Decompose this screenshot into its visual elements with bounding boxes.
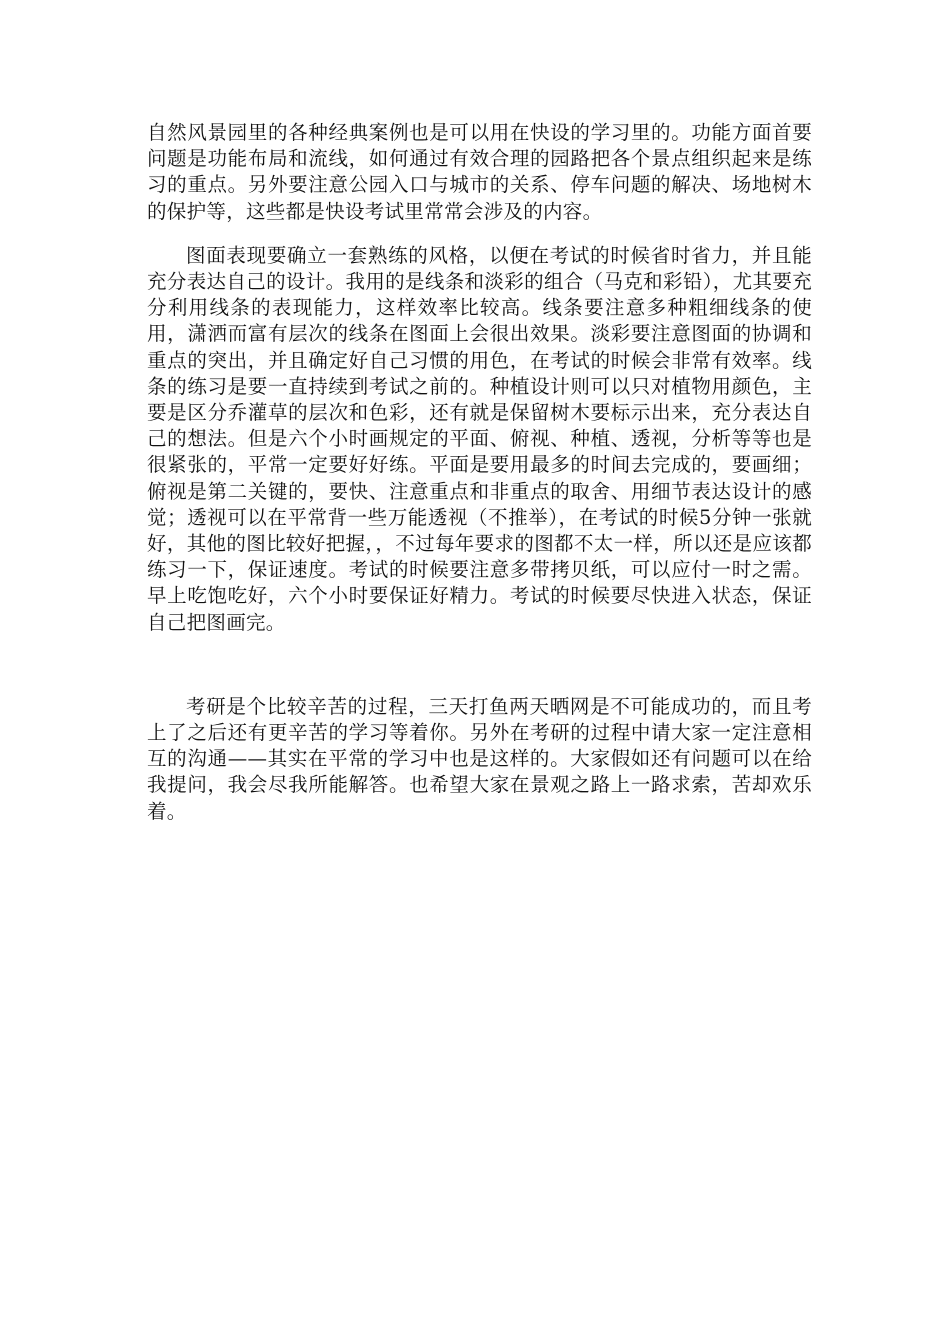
paragraph-drawing-style: 图面表现要确立一套熟练的风格，以便在考试的时候省时省力，并且能充分表达自己的设计。我用的是线条和淡彩的组合（马克和彩铅），尤其要充分利用线条的表现能力，这样效率比较高。线条要注意多种粗细线条的使用，潇洒而富有层次的线条在图面上会很出效果。淡彩要注意图面的协调和重点的突出，并且确定好自己习惯的用色，在考试的时候会非常有效率。线条的练习是要一直持续到考试之前的。种植设计则可以只对植物用颜色，主要是区分乔灌草的层次和色彩，还有就是保留树木要标示出来，充分表达自己的想法。但是六个小时画规定的平面、俯视、种植、透视，分析等等也是很紧张的，平常一定要好好练。平面是要用最多的时间去完成的，要画细；俯视是第二关键的，要快、注意重点和非重点的取舍、用细节表达设计的感觉；透视可以在平常背一些万能透视（不推举），在考试的时候5分钟一张就好，其他的图比较好把握，，不过每年要求的图都不太一样，所以还是应该都练习一下，保证速度。考试的时候要注意多带拷贝纸，可以应付一时之需。早上吃饱吃好，六个小时要保证好精力。考试的时候要尽快进入状态，保证自己把图画完。 <box>147 243 812 634</box>
paragraph-closing: 考研是个比较辛苦的过程，三天打鱼两天晒网是不可能成功的，而且考上了之后还有更辛苦的学习等着你。另外在考研的过程中请大家一定注意相互的沟通——其实在平常的学习中也是这样的。大家假如还有问题可以在给我提问，我会尽我所能解答。也希望大家在景观之路上一路求索，苦却欢乐着。 <box>147 694 812 823</box>
paragraph-gap <box>147 225 812 243</box>
paragraph-park-design: 自然风景园里的各种经典案例也是可以用在快设的学习里的。功能方面首要问题是功能布局和流线，如何通过有效合理的园路把各个景点组织起来是练习的重点。另外要注意公园入口与城市的关系、停车问题的解决、场地树木的保护等，这些都是快设考试里常常会涉及的内容。 <box>147 121 812 223</box>
document-body <box>147 120 812 825</box>
paragraph-gap <box>147 636 812 694</box>
